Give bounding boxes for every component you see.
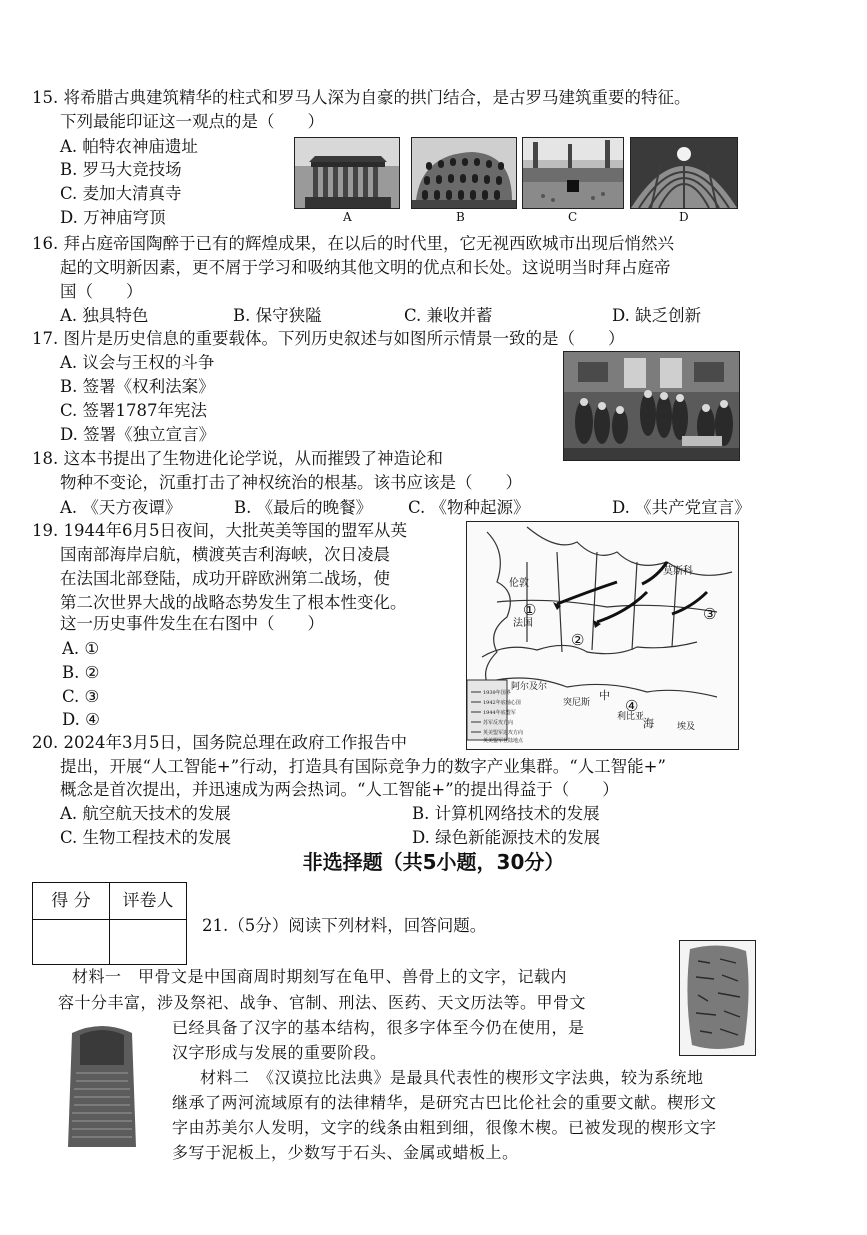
score-input-cell[interactable]	[33, 920, 110, 965]
q19-stem-line1: 19. 1944年6月5日夜间，大批英美等国的盟军从英	[32, 521, 407, 540]
q19-stem-line2: 国南部海岸启航，横渡英吉利海峡，次日凌晨	[60, 545, 390, 564]
grader-header: 评卷人	[110, 883, 187, 920]
q18-option-a[interactable]: A. 《天方夜谭》	[60, 498, 182, 517]
q15-option-a[interactable]: A. 帕特农神庙遗址	[60, 137, 198, 156]
q21-material1-line1: 材料一 甲骨文是中国商周时期刻写在龟甲、兽骨上的文字，记载内	[72, 967, 568, 986]
oracle-bone-photo	[679, 940, 756, 1056]
q17-option-c[interactable]: C. 签署1787年宪法	[60, 401, 208, 420]
q15-caption-b: B	[456, 210, 465, 224]
q16-option-d[interactable]: D. 缺乏创新	[612, 306, 702, 325]
colosseum-photo	[411, 137, 517, 209]
q19-option-a[interactable]: A. ①	[62, 639, 100, 658]
q15-stem-line2: 下列最能印证这一观点的是（ ）	[60, 112, 324, 131]
q20-stem-line1: 20. 2024年3月5日，国务院总理在政府工作报告中	[32, 733, 407, 752]
q15-caption-c: C	[568, 210, 578, 224]
grader-input-cell[interactable]	[110, 920, 187, 965]
q17-option-b[interactable]: B. 签署《权利法案》	[60, 377, 215, 396]
map-legend-4: 苏军反攻方向	[483, 720, 514, 726]
map-label-egypt: 埃及	[677, 722, 696, 732]
q19-option-d[interactable]: D. ④	[62, 710, 100, 729]
q18-option-d[interactable]: D. 《共产党宣言》	[612, 498, 751, 517]
map-legend-1: 1939年国界	[483, 690, 511, 696]
q21-material2-line4: 多写于泥板上，少数写于石头、金属或蜡板上。	[172, 1143, 519, 1162]
q18-option-b[interactable]: B. 《最后的晚餐》	[234, 498, 373, 517]
pantheon-dome-photo	[630, 137, 738, 209]
q21-material2-line1: 材料二 《汉谟拉比法典》是最具代表性的楔形文字法典，较为系统地	[200, 1068, 704, 1087]
map-label-london: 伦敦	[509, 578, 529, 589]
q17-option-d[interactable]: D. 签署《独立宣言》	[60, 425, 216, 444]
map-legend-6: 英美盟军登陆地点	[483, 738, 524, 744]
section-title: 非选择题（共5小题，30分）	[302, 850, 565, 874]
q21-material2-line2: 继承了两河流域原有的法律精华，是研究古巴比伦社会的重要文献。楔形文	[172, 1093, 717, 1112]
score-table	[32, 882, 187, 965]
map-label-mediterranean-2: 海	[643, 717, 654, 730]
q19-option-c[interactable]: C. ③	[62, 687, 100, 706]
mecca-mosque-photo	[522, 137, 624, 209]
q16-option-b[interactable]: B. 保守狭隘	[233, 306, 322, 325]
q15-option-b[interactable]: B. 罗马大竞技场	[60, 160, 182, 179]
map-legend-5: 英美盟军进攻方向	[483, 730, 524, 736]
q20-option-a[interactable]: A. 航空航天技术的发展	[60, 804, 231, 823]
map-marker-1: ①	[523, 601, 537, 619]
map-marker-2: ②	[571, 631, 585, 649]
signing-painting	[563, 351, 740, 461]
map-label-algiers: 阿尔及尔	[511, 682, 548, 692]
q18-stem-line2: 物种不变论，沉重打击了神权统治的根基。该书应该是（ ）	[60, 473, 522, 492]
map-legend-3: 1944年底盟军	[483, 710, 516, 716]
score-header: 得 分	[33, 883, 110, 920]
q15-option-c[interactable]: C. 麦加大清真寺	[60, 184, 182, 203]
q21-stem: 21.（5分）阅读下列材料，回答问题。	[202, 916, 487, 935]
q15-stem-line1: 15. 将希腊古典建筑精华的柱式和罗马人深为自豪的拱门结合，是古罗马建筑重要的特征。	[32, 88, 691, 107]
q21-material1-line3: 已经具备了汉字的基本结构，很多字体至今仍在使用，是	[172, 1018, 585, 1037]
q16-stem-line3: 国（ ）	[60, 282, 143, 301]
q21-material1-line4: 汉字形成与发展的重要阶段。	[172, 1043, 387, 1062]
q20-stem-line2: 提出，开展“人工智能+”行动，打造具有国际竞争力的数字产业集群。“人工智能+”	[60, 757, 666, 776]
q20-option-b[interactable]: B. 计算机网络技术的发展	[412, 804, 600, 823]
map-label-moscow: 莫斯科	[663, 566, 693, 577]
map-marker-3: ③	[703, 605, 717, 623]
map-label-france: 法国	[513, 618, 533, 629]
q15-option-d[interactable]: D. 万神庙穹顶	[60, 208, 166, 227]
q20-stem-line3: 概念是首次提出，并迅速成为两会热词。“人工智能+”的提出得益于（ ）	[60, 780, 619, 799]
q18-option-c[interactable]: C. 《物种起源》	[408, 498, 530, 517]
q18-stem-line1: 18. 这本书提出了生物进化论学说，从而摧毁了神造论和	[32, 449, 443, 468]
q21-material2-line3: 字由苏美尔人发明，文字的线条由粗到细，很像木楔。已被发现的楔形文字	[172, 1118, 717, 1137]
q17-stem: 17. 图片是历史信息的重要载体。下列历史叙述与如图所示情景一致的是（ ）	[32, 329, 625, 348]
q19-stem-line5: 这一历史事件发生在右图中（ ）	[60, 614, 324, 633]
map-label-mediterranean-1: 中	[599, 689, 610, 702]
q19-stem-line4: 第二次世界大战的战略态势发生了根本性变化。	[60, 593, 407, 612]
map-legend-2: 1942年底轴心国	[483, 700, 521, 706]
q20-option-d[interactable]: D. 绿色新能源技术的发展	[412, 828, 601, 847]
q16-stem-line2: 起的文明新因素，更不屑于学习和吸纳其他文明的优点和长处。这说明当时拜占庭帝	[60, 258, 671, 277]
q20-option-c[interactable]: C. 生物工程技术的发展	[60, 828, 232, 847]
q19-stem-line3: 在法国北部登陆，成功开辟欧洲第二战场，使	[60, 569, 390, 588]
map-label-tunisia: 突尼斯	[563, 698, 591, 708]
map-marker-4: ④	[625, 697, 639, 715]
map-label-libya: 利比亚	[617, 712, 645, 722]
parthenon-photo	[294, 137, 400, 209]
q17-option-a[interactable]: A. 议会与王权的斗争	[60, 353, 215, 372]
q16-option-c[interactable]: C. 兼收并蓄	[404, 306, 493, 325]
q19-option-b[interactable]: B. ②	[62, 663, 100, 682]
q21-material1-line2: 容十分丰富，涉及祭祀、战争、官制、刑法、医药、天文历法等。甲骨文	[58, 993, 587, 1012]
ww2-europe-map	[466, 521, 739, 750]
q16-option-a[interactable]: A. 独具特色	[60, 306, 149, 325]
q15-caption-d: D	[679, 210, 689, 224]
q15-caption-a: A	[343, 210, 352, 224]
q16-stem-line1: 16. 拜占庭帝国陶醉于已有的辉煌成果，在以后的时代里，它无视西欧城市出现后悄然兴	[32, 234, 674, 253]
hammurabi-stele-photo	[56, 1021, 148, 1151]
